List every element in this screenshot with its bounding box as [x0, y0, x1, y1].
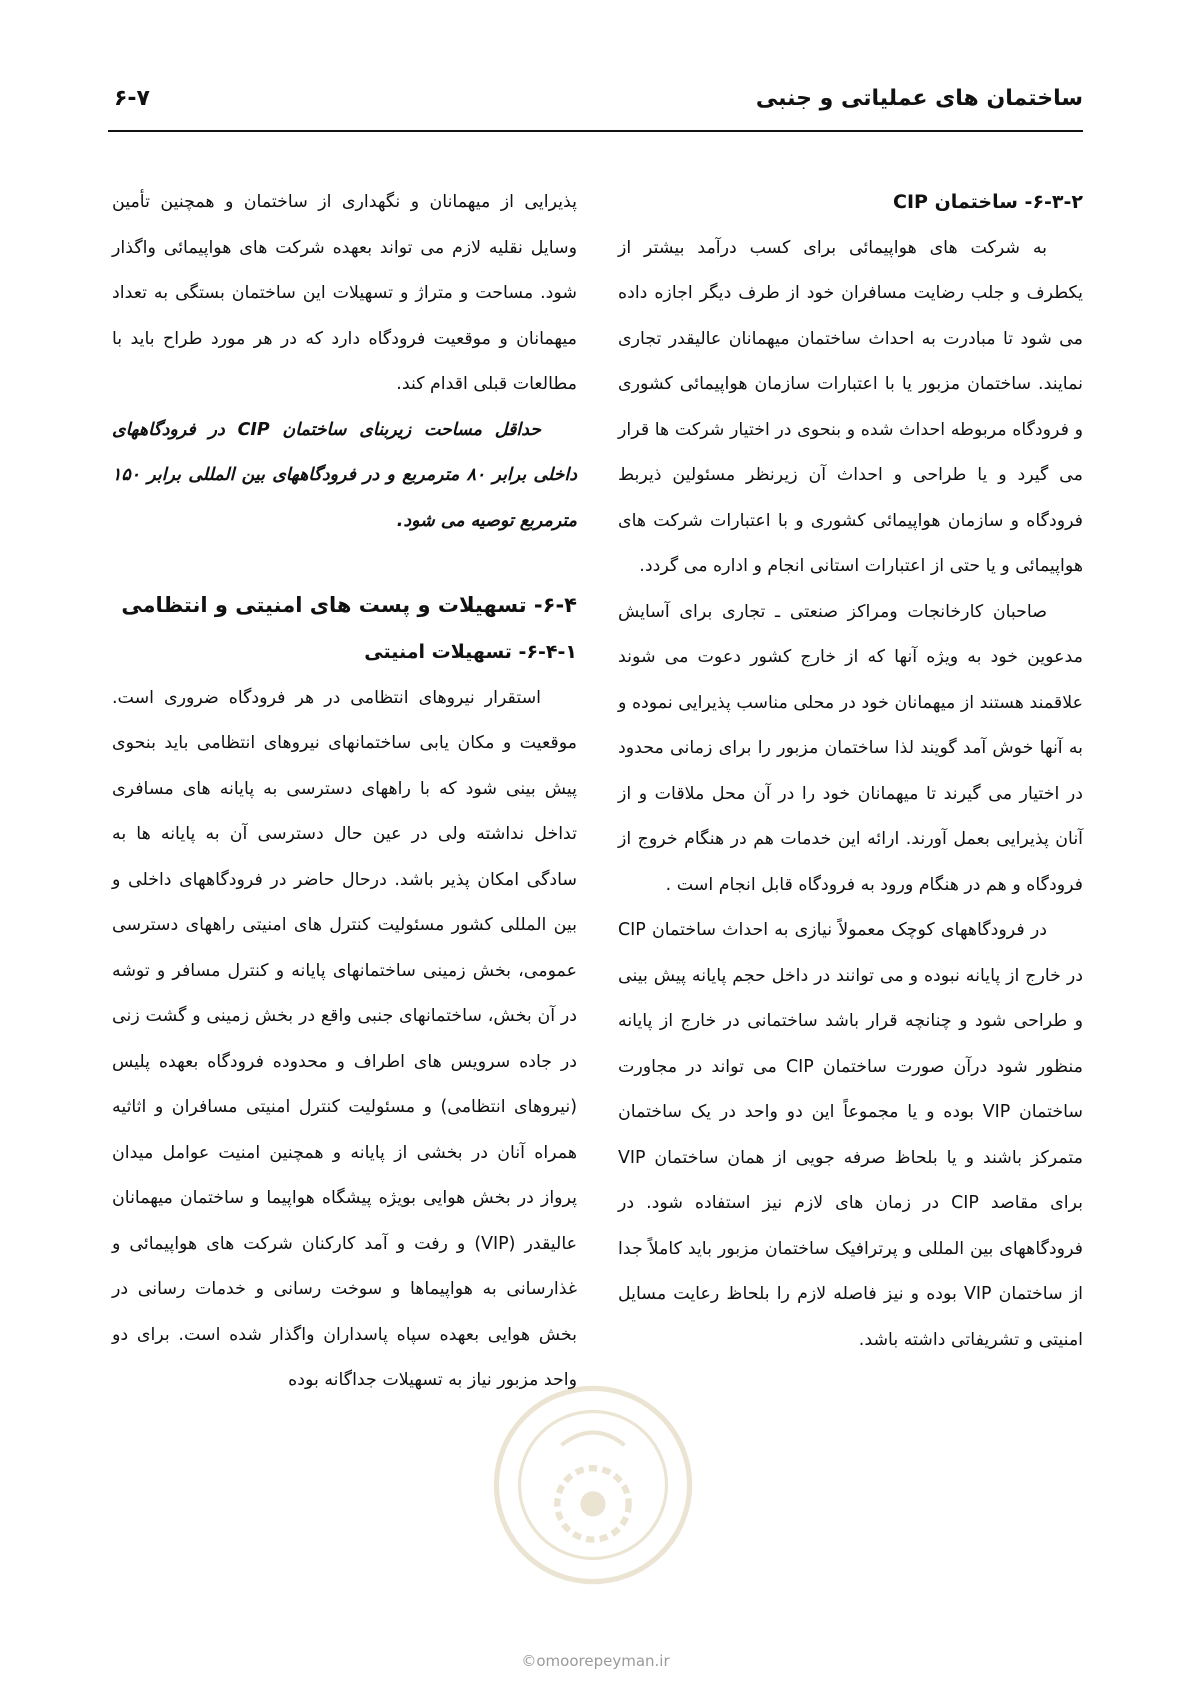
paragraph-cip-small-airports: در فرودگاههای کوچک معمولاً نیازی به احداث ساختمان CIP در خارج از پایانه نبوده و می توانند در داخل حجم پایانه پیش بینی و طراحی شود و چنانچه قرار باشد ساختمانی در خارج از پایانه منظور شود درآن صورت ساختمان CIP می تواند در مجاورت ساختمان VIP بوده و یا مجموعاً این دو واحد در یک ساختمان متمرکز باشند و یا بلحاظ صرفه جویی از همان ساختمان VIP برای مقاصد CIP در زمان های لازم نیز استفاده شود. در فرودگاههای بین المللی و پرترافیک ساختمان مزبور باید کاملاً جدا از ساختمان VIP بوده و نیز فاصله لازم را بلحاظ رعایت مسایل امنیتی و تشریفاتی داشته باشد.: [618, 920, 1084, 1350]
page-header: [108, 80, 1083, 132]
paragraph-security-forces: استقرار نیروهای انتظامی در هر فرودگاه ضروری است. موقعیت و مکان یابی ساختمانهای نیروهای انتظامی باید بنحوی پیش بینی شود که با راههای دسترسی به پایانه های مسافری تداخل نداشته ولی در عین حال دسترسی آن به پایانه ها به سادگی امکان پذیر باشد. درحال حاضر در فرودگاههای داخلی و بین المللی کشور مسئولیت کنترل های امنیتی راههای دسترسی عمومی، بخش زمینی ساختمانهای پایانه و کنترل مسافر و توشه در آن بخش، ساختمانهای جنبی واقع در بخش زمینی و گشت زنی در جاده سرویس های اطراف و محدوده فرودگاه بعهده پلیس (نیروهای انتظامی) و مسئولیت کنترل امنیتی مسافران و اثاثیه همراه آنان در بخشی از پایانه و همچنین امنیت عوامل میدان پرواز در بخش هوایی بویژه پیشگاه هواپیما و ساختمان میهمانان عالیقدر (VIP) و رفت و آمد کارکنان شرکت های هواپیمائی و غذارسانی به هواپیماها و سوخت رسانی و خدمات رسانی در بخش هوایی بعهده سپاه پاسداران واگذار شده است. برای دو واحد مزبور نیاز به تسهیلات جداگانه بوده: [112, 687, 578, 1390]
stamp-logo: [488, 1380, 698, 1590]
paragraph-cip-hospitality: پذیرایی از میهمانان و نگهداری از ساختمان و همچنین تأمین وسایل نقلیه لازم می تواند بعهده شرکت های هواپیمائی واگذار شود. مساحت و متراژ و تسهیلات این ساختمان بستگی به تعداد میهمانان و موقعیت فرودگاه دارد که در هر مورد طراح باید با مطالعات قبلی اقدام کند.: [112, 192, 577, 394]
section-heading-cip: ۶-۳-۲- ساختمان CIP: [893, 191, 1083, 213]
watermark-url: ©omoorepeyman.ir: [521, 1652, 670, 1670]
paragraph-cip-owners: صاحبان کارخانجات ومراکز صنعتی ـ تجاری برای آسایش مدعوین خود به ویژه آنها که از خارج کشور دعوت می شوند علاقمند هستند از میهمانان خود در محلی مناسب پذیرایی نموده و به آنها خوش آمد گویند لذا ساختمان مزبور را برای زمانی محدود در اختیار می گیرند تا میهمانان خود را در آن محل ملاقات و از آنان پذیرایی بعمل آورند. ارائه این خدمات هم در هنگام خروج از فرودگاه و هم در هنگام ورود به فرودگاه قابل انجام است .: [618, 601, 1083, 895]
left-column: [112, 180, 577, 1404]
paragraph-cip-intro: به شرکت های هواپیمائی برای کسب درآمد بیشتر از یکطرف و جلب رضایت مسافران خود از طرف دیگر اجازه داده می شود تا مبادرت به احداث ساختمان میهمانان عالیقدر تجاری نمایند. ساختمان مزبور یا با اعتبارات سازمان هواپیمائی کشوری و فرودگاه مربوطه احداث شده و بنحوی در اختیار شرکت ها قرار می گیرد و یا طراحی و احداث آن زیرنظر مسئولین ذیربط فرودگاه و سازمان هواپیمائی کشوری و با اعتبارات شرکت های هواپیمائی و یا حتی از اعتبارات استانی انجام و اداره می گردد.: [618, 237, 1083, 576]
subsection-heading-security-facilities: ۶-۴-۱- تسهیلات امنیتی: [364, 641, 577, 663]
paragraph-cip-minimum-area: حداقل مساحت زیربنای ساختمان CIP در فرودگاههای داخلی برابر ۸۰ مترمربع و در فرودگاههای بین المللی برابر ۱۵۰ مترمربع توصیه می شود.: [112, 419, 577, 531]
copyright-icon: ©: [521, 1652, 537, 1670]
section-heading-security: ۶-۴- تسهیلات و پست های امنیتی و انتظامی: [121, 593, 577, 617]
chapter-title: ساختمان های عملیاتی و جنبی: [755, 86, 1083, 111]
page-number: ۶-۷: [114, 86, 150, 111]
right-column: [618, 180, 1083, 1363]
